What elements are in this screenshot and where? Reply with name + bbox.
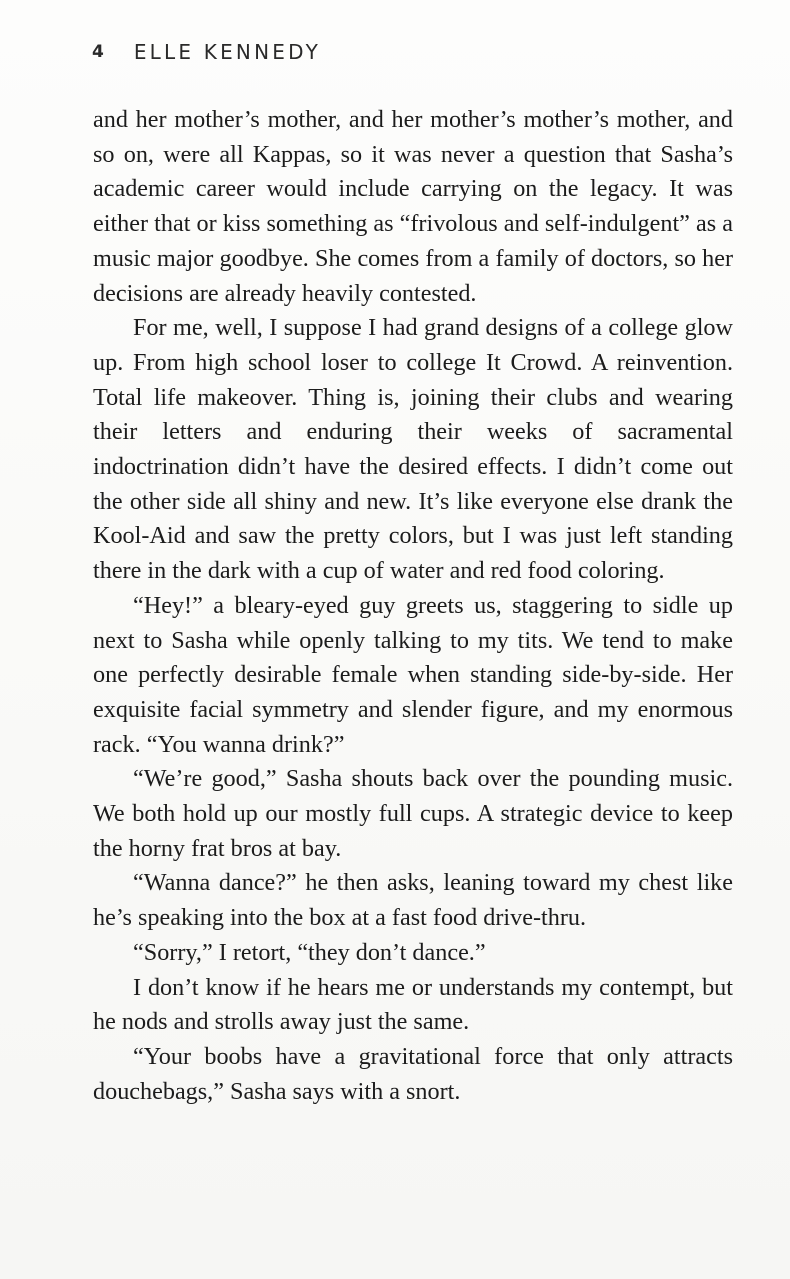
paragraph: “We’re good,” Sasha shouts back over the pounding music. We both hold up our mostly full cups. A strategic device to keep the horny frat bros at bay. bbox=[93, 765, 733, 862]
body-text bbox=[93, 103, 733, 1109]
paragraph: “Wanna dance?” he then asks, leaning toward my chest like he’s speaking into the box at a fast food drive-thru. bbox=[93, 869, 733, 932]
paragraph-continued: and her mother’s mother, and her mother’s mother’s mother, and so on, were all Kappas, so it was never a question that Sasha’s academic career would include carrying on the legacy. It was either that or kiss something as “frivolous and self-indulgent” as a music major goodbye. She comes from a family of doctors, so her decisions are already heavily contested. bbox=[93, 106, 733, 307]
page-number: 4 bbox=[92, 42, 104, 62]
paragraph: For me, well, I suppose I had grand designs of a college glow up. From high school loser to college It Crowd. A reinvention. Total life makeover. Thing is, joining their clubs and wearing their letters and enduring their weeks of sacramental indoctrination didn’t have the desired effects. I didn’t come out the other side all shiny and new. It’s like everyone else drank the Kool-Aid and saw the pretty colors, but I was just left standing there in the dark with a cup of water and red food coloring. bbox=[93, 314, 733, 585]
running-head bbox=[92, 38, 321, 66]
paragraph: “Your boobs have a gravitational force that only attracts douchebags,” Sasha says with a snort. bbox=[93, 1042, 733, 1105]
paragraph: “Sorry,” I retort, “they don’t dance.” bbox=[133, 938, 486, 966]
paragraph: I don’t know if he hears me or understands my contempt, but he nods and strolls away just the same. bbox=[93, 973, 733, 1036]
author-name: ELLE KENNEDY bbox=[133, 40, 321, 64]
paragraph: “Hey!” a bleary-eyed guy greets us, staggering to sidle up next to Sasha while openly talking to my tits. We tend to make one perfectly desirable female when standing side-by-side. Her exquisite facial symmetry and slender figure, and my enormous rack. “You wanna drink?” bbox=[93, 591, 733, 758]
